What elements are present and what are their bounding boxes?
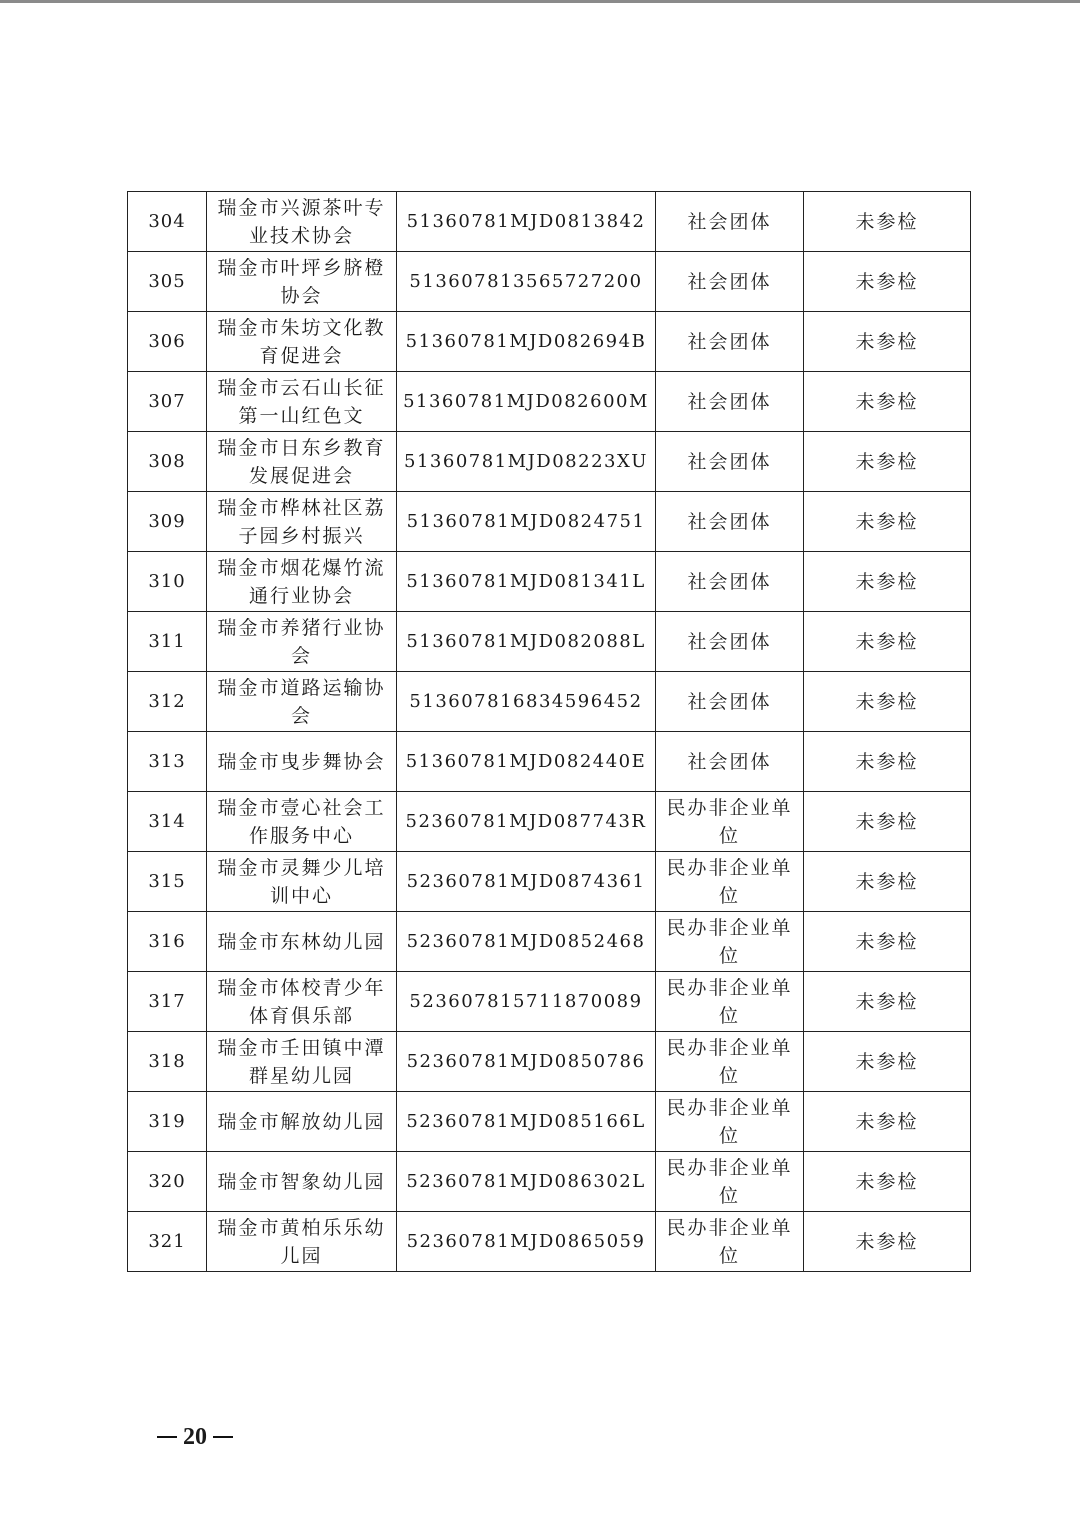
row-number-cell [128,852,207,912]
table-row [128,1032,971,1092]
credit-code-cell-text: 52360781MJD0865059 [406,1230,646,1252]
credit-code-cell-text: 523607815711870089 [409,990,643,1012]
organization-name-cell-text: 瑞金市黄柏乐乐幼儿园 [217,1216,386,1267]
inspection-status-cell [804,432,971,492]
credit-code-cell-text: 52360781MJD0852468 [406,930,646,952]
organization-name-cell-text: 瑞金市灵舞少儿培训中心 [217,856,386,907]
inspection-status-cell [804,1152,971,1212]
organization-name-cell-text: 瑞金市解放幼儿园 [217,1110,386,1133]
table-row [128,252,971,312]
page-number-dash-left [157,1436,177,1438]
row-number-cell-text: 314 [148,810,186,832]
credit-code-cell [397,672,656,732]
credit-code-cell [397,552,656,612]
organization-name-cell [207,672,397,732]
row-number-cell-text: 308 [148,450,186,472]
inspection-status-cell-text: 未参检 [855,1050,919,1073]
credit-code-cell [397,252,656,312]
organization-name-cell [207,1032,397,1092]
table-row [128,732,971,792]
row-number-cell-text: 317 [148,990,186,1012]
organization-type-cell [656,192,804,252]
organization-name-cell-text: 瑞金市体校青少年体育俱乐部 [217,976,386,1027]
organization-type-cell-text: 民办非企业单位 [666,1036,793,1087]
organization-type-cell-text: 社会团体 [687,570,772,593]
organization-type-cell-text: 民办非企业单位 [666,976,793,1027]
inspection-status-cell-text: 未参检 [855,990,919,1013]
organization-name-cell [207,192,397,252]
row-number-cell-text: 319 [148,1110,186,1132]
organization-table [127,191,970,1272]
row-number-cell [128,1032,207,1092]
inspection-status-cell-text: 未参检 [855,1170,919,1193]
organization-name-cell [207,912,397,972]
credit-code-cell-text: 52360781MJD0874361 [406,870,646,892]
inspection-status-cell-text: 未参检 [855,450,919,473]
inspection-status-cell [804,492,971,552]
table-row [128,972,971,1032]
row-number-cell-text: 309 [148,510,186,532]
organization-type-cell-text: 社会团体 [687,390,772,413]
organization-name-cell-text: 瑞金市兴源茶叶专业技术协会 [217,196,386,247]
credit-code-cell-text: 51360781MJD0824751 [406,510,646,532]
row-number-cell [128,792,207,852]
page-number [150,1420,240,1454]
credit-code-cell [397,912,656,972]
row-number-cell [128,1092,207,1152]
row-number-cell-text: 313 [148,750,186,772]
credit-code-cell-text: 52360781MJD086302L [406,1170,646,1192]
organization-name-cell-text: 瑞金市云石山长征第一山红色文 [217,376,386,427]
table-body [128,192,971,1272]
organization-name-cell-text: 瑞金市东林幼儿园 [217,930,386,953]
organization-name-cell [207,732,397,792]
row-number-cell [128,732,207,792]
row-number-cell-text: 316 [148,930,186,952]
table-row [128,1212,971,1272]
row-number-cell-text: 310 [148,570,186,592]
organization-name-cell-text: 瑞金市叶坪乡脐橙协会 [217,256,386,307]
credit-code-cell-text: 51360781MJD08223XU [404,450,648,472]
inspection-status-cell-text: 未参检 [855,870,919,893]
table-row [128,672,971,732]
credit-code-cell [397,792,656,852]
organization-type-cell-text: 社会团体 [687,750,772,773]
inspection-status-cell-text: 未参检 [855,270,919,293]
table-row [128,552,971,612]
organization-type-cell [656,672,804,732]
organization-type-cell-text: 社会团体 [687,630,772,653]
inspection-status-cell [804,612,971,672]
organization-name-cell [207,552,397,612]
organization-name-cell-text: 瑞金市智象幼儿园 [217,1170,386,1193]
page-number-dash-right [213,1436,233,1438]
row-number-cell [128,1212,207,1272]
credit-code-cell-text: 51360781MJD082088L [406,630,646,652]
page-top-edge [0,0,1080,3]
organization-type-cell [656,792,804,852]
row-number-cell [128,972,207,1032]
inspection-status-cell-text: 未参检 [855,750,919,773]
organization-type-cell-text: 民办非企业单位 [666,1096,793,1147]
inspection-status-cell [804,1032,971,1092]
organization-type-cell-text: 社会团体 [687,330,772,353]
inspection-status-cell [804,312,971,372]
organization-name-cell [207,372,397,432]
credit-code-cell [397,432,656,492]
organization-name-cell-text: 瑞金市朱坊文化教育促进会 [217,316,386,367]
organization-type-cell [656,732,804,792]
table-row [128,792,971,852]
organization-type-cell [656,372,804,432]
organization-type-cell-text: 民办非企业单位 [666,1156,793,1207]
table-row [128,912,971,972]
organization-name-cell [207,1092,397,1152]
credit-code-cell-text: 513607816834596452 [409,690,643,712]
organization-type-cell-text: 民办非企业单位 [666,796,793,847]
inspection-status-cell [804,1212,971,1272]
table-row [128,432,971,492]
row-number-cell [128,912,207,972]
organization-type-cell [656,1092,804,1152]
table-row [128,372,971,432]
inspection-status-cell [804,972,971,1032]
row-number-cell-text: 321 [148,1230,186,1252]
row-number-cell [128,432,207,492]
organization-name-cell-text: 瑞金市道路运输协会 [217,676,386,727]
organization-name-cell-text: 瑞金市桦林社区荔子园乡村振兴 [217,496,386,547]
organization-type-cell-text: 民办非企业单位 [666,1216,793,1267]
row-number-cell-text: 320 [148,1170,186,1192]
table-row [128,192,971,252]
inspection-status-cell [804,552,971,612]
inspection-status-cell [804,252,971,312]
row-number-cell-text: 307 [148,390,186,412]
organization-type-cell [656,972,804,1032]
inspection-status-cell [804,792,971,852]
inspection-status-cell-text: 未参检 [855,930,919,953]
inspection-status-cell-text: 未参检 [855,510,919,533]
organization-name-cell [207,252,397,312]
table-row [128,852,971,912]
inspection-status-cell-text: 未参检 [855,810,919,833]
organization-type-cell-text: 民办非企业单位 [666,916,793,967]
inspection-status-cell-text: 未参检 [855,1230,919,1253]
table-row [128,1152,971,1212]
table-row [128,312,971,372]
organization-name-cell [207,492,397,552]
table-row [128,492,971,552]
organization-name-cell [207,312,397,372]
row-number-cell-text: 318 [148,1050,186,1072]
inspection-status-cell [804,1092,971,1152]
row-number-cell-text: 304 [148,210,186,232]
organization-type-cell [656,312,804,372]
credit-code-cell [397,612,656,672]
inspection-status-cell [804,732,971,792]
credit-code-cell-text: 52360781MJD0850786 [406,1050,646,1072]
organization-name-cell-text: 瑞金市烟花爆竹流通行业协会 [217,556,386,607]
credit-code-cell [397,312,656,372]
row-number-cell [128,192,207,252]
row-number-cell [128,492,207,552]
organization-name-cell [207,612,397,672]
credit-code-cell [397,1032,656,1092]
inspection-status-cell [804,372,971,432]
row-number-cell [128,612,207,672]
organization-type-cell [656,252,804,312]
row-number-cell [128,1152,207,1212]
organization-table-grid [127,191,971,1272]
organization-name-cell [207,852,397,912]
organization-type-cell [656,612,804,672]
table-row [128,612,971,672]
organization-name-cell-text: 瑞金市壬田镇中潭群星幼儿园 [217,1036,386,1087]
inspection-status-cell-text: 未参检 [855,630,919,653]
page-number-value: 20 [183,1423,207,1450]
inspection-status-cell-text: 未参检 [855,330,919,353]
organization-name-cell [207,432,397,492]
inspection-status-cell [804,912,971,972]
credit-code-cell [397,192,656,252]
credit-code-cell-text: 51360781MJD082600M [403,390,649,412]
row-number-cell-text: 305 [148,270,186,292]
row-number-cell-text: 315 [148,870,186,892]
credit-code-cell [397,852,656,912]
credit-code-cell [397,1092,656,1152]
credit-code-cell-text: 52360781MJD087743R [405,810,647,832]
organization-type-cell [656,492,804,552]
credit-code-cell [397,972,656,1032]
organization-type-cell [656,912,804,972]
row-number-cell [128,312,207,372]
organization-type-cell [656,852,804,912]
inspection-status-cell-text: 未参检 [855,690,919,713]
row-number-cell [128,252,207,312]
organization-name-cell [207,1212,397,1272]
credit-code-cell-text: 513607813565727200 [409,270,643,292]
organization-name-cell-text: 瑞金市日东乡教育发展促进会 [217,436,386,487]
credit-code-cell [397,732,656,792]
row-number-cell-text: 306 [148,330,186,352]
organization-name-cell [207,972,397,1032]
organization-type-cell [656,1032,804,1092]
credit-code-cell-text: 52360781MJD085166L [406,1110,646,1132]
organization-type-cell [656,1152,804,1212]
row-number-cell [128,552,207,612]
row-number-cell-text: 312 [148,690,186,712]
organization-name-cell-text: 瑞金市壹心社会工作服务中心 [217,796,386,847]
organization-name-cell-text: 瑞金市养猪行业协会 [217,616,386,667]
organization-type-cell-text: 社会团体 [687,270,772,293]
credit-code-cell-text: 51360781MJD082440E [405,750,647,772]
organization-type-cell-text: 社会团体 [687,690,772,713]
inspection-status-cell-text: 未参检 [855,1110,919,1133]
credit-code-cell [397,1212,656,1272]
inspection-status-cell [804,852,971,912]
credit-code-cell [397,372,656,432]
organization-name-cell-text: 瑞金市曳步舞协会 [217,750,386,773]
inspection-status-cell-text: 未参检 [855,570,919,593]
organization-name-cell [207,792,397,852]
inspection-status-cell-text: 未参检 [855,390,919,413]
credit-code-cell [397,1152,656,1212]
table-row [128,1092,971,1152]
organization-type-cell-text: 社会团体 [687,510,772,533]
credit-code-cell-text: 51360781MJD082694B [405,330,647,352]
inspection-status-cell-text: 未参检 [855,210,919,233]
organization-type-cell-text: 社会团体 [687,450,772,473]
organization-name-cell [207,1152,397,1212]
organization-type-cell-text: 社会团体 [687,210,772,233]
inspection-status-cell [804,192,971,252]
credit-code-cell-text: 51360781MJD0813842 [406,210,646,232]
row-number-cell [128,672,207,732]
row-number-cell-text: 311 [148,630,186,652]
organization-type-cell [656,1212,804,1272]
organization-type-cell [656,552,804,612]
inspection-status-cell [804,672,971,732]
credit-code-cell [397,492,656,552]
row-number-cell [128,372,207,432]
organization-type-cell [656,432,804,492]
organization-type-cell-text: 民办非企业单位 [666,856,793,907]
credit-code-cell-text: 51360781MJD081341L [406,570,646,592]
